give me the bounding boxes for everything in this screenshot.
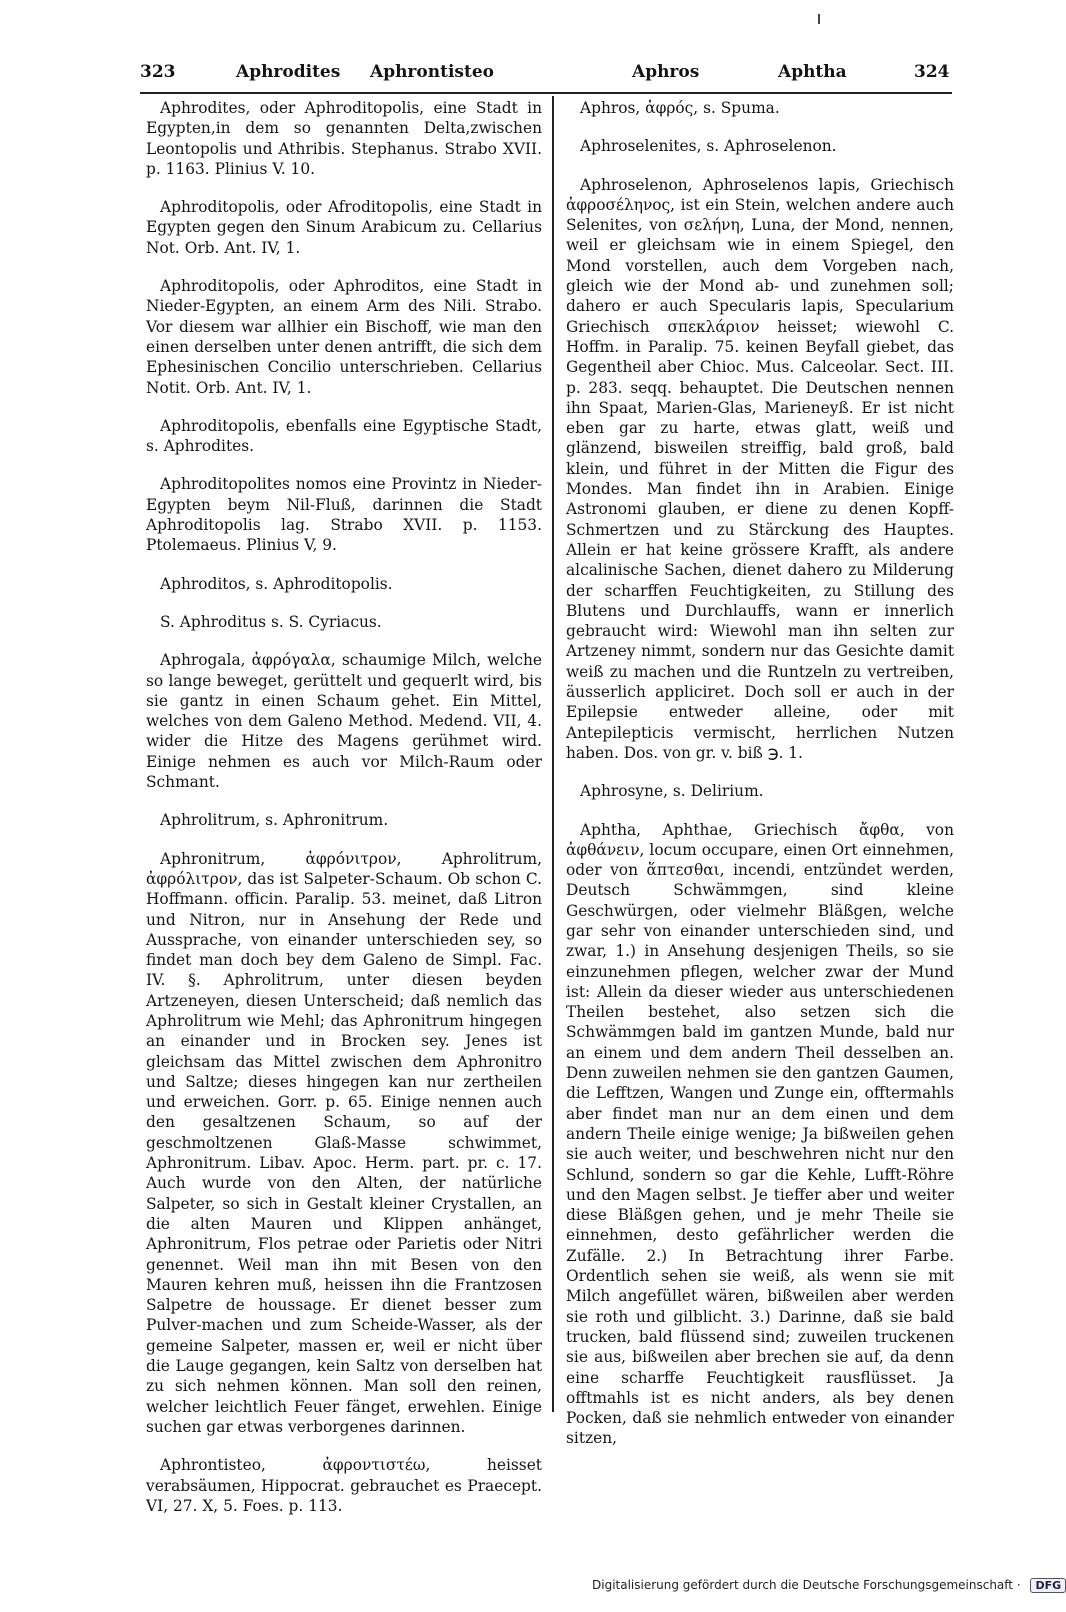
entry-aphroditopolites: Aphroditopolites nomos eine Provintz in Nieder-Egypten beym Nil-Fluß, darinnen die Stadt Aphroditopolis lag. Strabo XVII. p. 1153. Ptolemaeus. Plinius V, 9. xyxy=(146,475,542,555)
entry-aphroselenon: Aphroselenon, Aphroselenos lapis, Griechisch ἀφροσέληνος, ist ein Stein, welchen andere auch Selenites, von σελήνη, Luna, der Mond, nennen, weil er gleichsam wie in einem Spiegel, den Mond vorstellen, auch dem Vorgeben nach, gleich wie der Mond ab- und zunehmen soll; dahero er auch Specularis lapis, Specularium Griechisch σπεκλάριον heisset; wiewohl C. Hoffm. in Paralip. 75. keinen Beyfall giebet, das Gegentheil aber Chioc. Mus. Calceolar. Sect. III. p. 283. seqq. behauptet. Die Deutschen nennen ihn Spaat, Marien-Glas, Marieneyß. Er ist nicht eben gar zu harte, etwas glatt, weiß und glänzend, bisweilen streiffig, bald groß, bald klein, und führet in der Mitten die Figur des Mondes. Man findet ihn in Arabien. Einige Astronomi glauben, er diene zu denen Kopff-Schmertzen und zu Stärckung des Hauptes. Allein er hat keine grössere Krafft, als andere alcalinische Sachen, dienet dahero zu Milderung der scharffen Feuchtigkeiten, zu Stillung des Blutens und Durchlauffs, wann er innerlich gebraucht wird: Wiewohl man ihn selten zur Artzeney nimmt, sondern nur das Gesichte damit weiß zu machen und die Runtzeln zu vertreiben, äusserlich appliciret. Doch soll er auch in der Epilepsie entweder alleine, oder mit Antepilepticis vermischt, herrlichen Nutzen haben. Dos. von gr. v. biß ℈. 1. xyxy=(566,175,954,762)
column-divider xyxy=(552,96,554,1412)
entry-aphroditopolis-2: Aphroditopolis, oder Aphroditos, eine Stadt in Nieder-Egypten, an einem Arm des Nili. Strabo. Vor diesem war allhier ein Bischoff, wie man den einen derselben unter denen antrifft, die sich dem Ephesinischen Concilio unterschrieben. Cellarius Notit. Orb. Ant. IV, 1. xyxy=(146,277,542,397)
entry-aphroditos: Aphroditos, s. Aphroditopolis. xyxy=(160,574,393,593)
entry-aphrogala: Aphrogala, ἀφρόγαλα, schaumige Milch, welche so lange beweget, gerüttelt und gequerlt wird, bis sie gantz in einen Schaum gehet. Ein Mittel, welches von dem Galeno Method. Medend. VII, 4. wider die Hitze des Magens gerühmet wird. Einige nehmen es auch vor Milch-Raum oder Schmant. xyxy=(146,651,542,792)
header-word-aphtha: Aphtha xyxy=(778,62,847,82)
entry-aphroselenites: Aphroselenites, s. Aphroselenon. xyxy=(580,137,837,156)
header-rule xyxy=(140,92,952,94)
entry-aphroditopolis-3: Aphroditopolis, ebenfalls eine Egyptische Stadt, s. Aphrodites. xyxy=(146,416,542,456)
entry-aphrontisteo: Aphrontisteo, ἀφροντιστέω, heisset verabsäumen, Hippocrat. gebrauchet es Praecept. VI, 27. X, 5. Foes. p. 113. xyxy=(146,1456,542,1515)
entry-aphrodites: Aphrodites, oder Aphroditopolis, eine Stadt in Egypten,in dem so genannten Delta,zwischen Leontopolis und Athribis. Stephanus. Strabo XVII. p. 1163. Plinius V. 10. xyxy=(146,99,542,178)
entry-aphtha: Aphtha, Aphthae, Griechisch ἄφθα, von ἀφθάνειν, locum occupare, einen Ort einnehmen, oder von ἅπτεσθαι, incendi, entzündet werden, Deutsch Schwämmgen, sind kleine Geschwürgen, oder vielmehr Bläßgen, welche gar sehr von einander unterschieden sind, und zwar, 1.) in Ansehung desjenigen Theils, so sie einzunehmen pflegen, welcher zwar der Mund ist: Allein da dieser wieder aus unterschiedenen Theilen bestehet, also setzen sich die Schwämmgen bald im gantzen Munde, bald nur an einem und dem andern Theil desselben an. Denn zuweilen nehmen sie den gantzen Gaumen, die Lefftzen, Wangen und Zunge ein, offtermahls aber findet man nur an dem einen und dem andern Theile einige wenige; Ja bißweilen gehen sie auch weiter, und beschwehren nicht nur den Schlund, sondern so gar die Kehle, Lufft-Röhre und den Magen selbst. Je tieffer aber und weiter diese Bläßgen gehen, und je mehr Theile sie einnehmen, desto gefährlicher werden die Zufälle. 2.) In Betrachtung ihrer Farbe. Ordentlich sehen sie weiß, als wenn sie mit Milch angefüllet wären, bißweilen aber werden sie roth und gilblicht. 3.) Darinne, daß sie bald trucken, bald flüssend sind; zuweilen truckenen sie aus, bißweilen aber brechen sie auf, da denn eine scharffe Feuchtigkeit rausflüsset. Ja offtmahls ist es nicht anders, als bey denen Pocken, daß sie nehmlich entweder von einander sitzen, xyxy=(566,820,954,1448)
left-column xyxy=(146,98,542,1534)
digitization-credit xyxy=(592,1578,1062,1602)
running-header xyxy=(140,62,952,92)
dfg-logo: DFG xyxy=(1030,1578,1066,1593)
entry-aphronitrum: Aphronitrum, ἀφρόνιτρον, Aphrolitrum, ἀφρόλιτρον, das ist Salpeter-Schaum. Ob schon C. Hoffmann. officin. Paralip. 53. meinet, daß Litron und Nitron, nur in Ansehung der Rede und Aussprache, von einander unterschieden sey, so findet man doch bey dem Galeno de Simpl. Fac. IV. §. Aphrolitrum, unter diesen beyden Artzeneyen, diesen Unterscheid; daß nemlich das Aphrolitrum wie Mehl; das Aphronitrum hingegen an einander und in Brocken sey. Jenes ist gleichsam das Mittel zwischen dem Aphronitro und Saltze; dieses hingegen kan nur zertheilen und erweichen. Gorr. p. 65. Einige nennen auch den gesaltzenen Schaum, so auf der geschmoltzenen Glaß-Masse schwimmet, Aphronitrum. Libav. Apoc. Herm. part. pr. c. 17. Auch wurde von den Alten, der natürliche Salpeter, so sich in Gestalt kleiner Crystallen, an die alten Mauren und Klippen anhänget, Aphronitrum, Flos petrae oder Parietis oder Nitri genennet. Weil man ihn mit Besen von den Mauren kehren muß, heissen ihn die Frantzosen Salpetre de houssage. Er dienet besser zum Pulver-machen und zum Scheide-Wasser, als der gemeine Salpeter, massen er, weil er nicht über die Lauge gegangen, kein Saltz von derselben hat zu sich nehmen können. Man soll den reinen, welcher leichtlich Feuer fänget, erwehlen. Einige suchen gar etwas verborgenes darinnen. xyxy=(146,849,542,1436)
page-number-right: 324 xyxy=(914,62,950,82)
page-number-left: 323 xyxy=(140,62,176,82)
credit-text: Digitalisierung gefördert durch die Deutsche Forschungsgemeinschaft · xyxy=(592,1578,1021,1592)
right-column xyxy=(566,98,954,1467)
scan-mark xyxy=(818,14,820,24)
header-word-aphrontisteo: Aphrontisteo xyxy=(370,62,494,82)
header-word-aphros: Aphros xyxy=(632,62,700,82)
entry-aphroditopolis-1: Aphroditopolis, oder Afroditopolis, eine Stadt in Egypten gegen den Sinum Arabicum zu. Cellarius Not. Orb. Ant. IV, 1. xyxy=(146,198,542,257)
entry-aphrosyne: Aphrosyne, s. Delirium. xyxy=(580,782,764,801)
entry-aphrolitrum: Aphrolitrum, s. Aphronitrum. xyxy=(160,811,389,830)
entry-aphros: Aphros, ἀφρός, s. Spuma. xyxy=(580,99,780,117)
header-word-aphrodites: Aphrodites xyxy=(236,62,341,82)
entry-s-aphroditus: S. Aphroditus s. S. Cyriacus. xyxy=(160,612,382,631)
